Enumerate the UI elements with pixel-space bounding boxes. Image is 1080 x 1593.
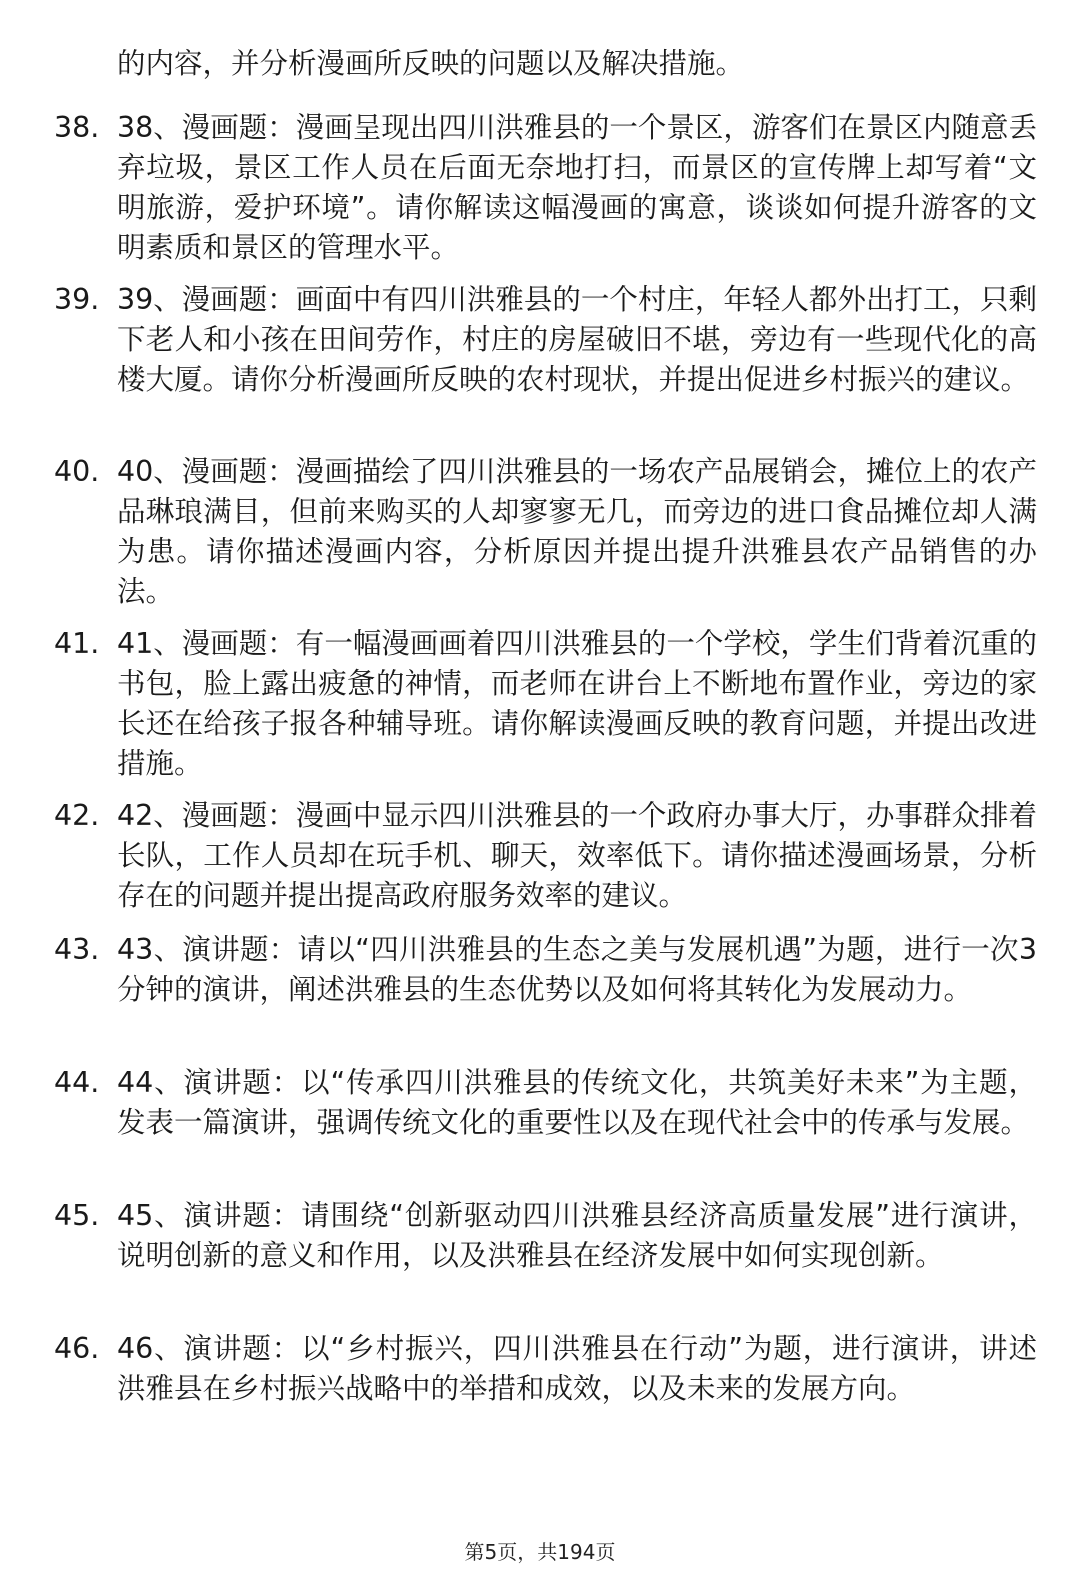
item-text: 43、演讲题：请以“四川洪雅县的生态之美与发展机遇”为题，进行一次3分钟的演讲，阐述洪雅县的生态优势以及如何将其转化为发展动力。	[117, 933, 1037, 1006]
item-text: 42、漫画题：漫画中显示四川洪雅县的一个政府办事大厅，办事群众排着长队，工作人员却在玩手机、聊天，效率低下。请你描述漫画场景，分析存在的问题并提出提高政府服务效率的建议。	[117, 799, 1037, 912]
item-text: 46、演讲题：以“乡村振兴，四川洪雅县在行动”为题，进行演讲，讲述洪雅县在乡村振兴战略中的举措和成效，以及未来的发展方向。	[117, 1332, 1037, 1405]
continuation-text: 的内容，并分析漫画所反映的问题以及解决措施。	[117, 47, 745, 80]
item-number: 39.	[54, 283, 100, 316]
item-number: 41.	[54, 627, 100, 660]
item-number: 45.	[54, 1199, 100, 1232]
item-text: 38、漫画题：漫画呈现出四川洪雅县的一个景区，游客们在景区内随意丢弃垃圾，景区工作人员在后面无奈地打扫，而景区的宣传牌上却写着“文明旅游，爱护环境”。请你解读这幅漫画的寓意，谈谈如何提升游客的文明素质和景区的管理水平。	[117, 111, 1037, 264]
item-number: 44.	[54, 1066, 100, 1099]
item-text: 41、漫画题：有一幅漫画画着四川洪雅县的一个学校，学生们背着沉重的书包，脸上露出疲惫的神情，而老师在讲台上不断地布置作业，旁边的家长还在给孩子报各种辅导班。请你解读漫画反映的教育问题，并提出改进措施。	[117, 627, 1037, 780]
item-number: 43.	[54, 933, 100, 966]
item-text: 44、演讲题：以“传承四川洪雅县的传统文化，共筑美好未来”为主题，发表一篇演讲，强调传统文化的重要性以及在现代社会中的传承与发展。	[117, 1066, 1037, 1139]
item-number: 40.	[54, 455, 100, 488]
item-text: 39、漫画题：画面中有四川洪雅县的一个村庄，年轻人都外出打工，只剩下老人和小孩在田间劳作，村庄的房屋破旧不堪，旁边有一些现代化的高楼大厦。请你分析漫画所反映的农村现状，并提出促进乡村振兴的建议。	[117, 283, 1037, 396]
item-text: 40、漫画题：漫画描绘了四川洪雅县的一场农产品展销会，摊位上的农产品琳琅满目，但前来购买的人却寥寥无几，而旁边的进口食品摊位却人满为患。请你描述漫画内容，分析原因并提出提升洪雅县农产品销售的办法。	[117, 455, 1037, 608]
item-number: 46.	[54, 1332, 100, 1365]
item-text: 45、演讲题：请围绕“创新驱动四川洪雅县经济高质量发展”进行演讲，说明创新的意义和作用，以及洪雅县在经济发展中如何实现创新。	[117, 1199, 1037, 1272]
item-number: 42.	[54, 799, 100, 832]
item-number: 38.	[54, 111, 100, 144]
page-footer: 第5页，共194页	[464, 1540, 616, 1564]
